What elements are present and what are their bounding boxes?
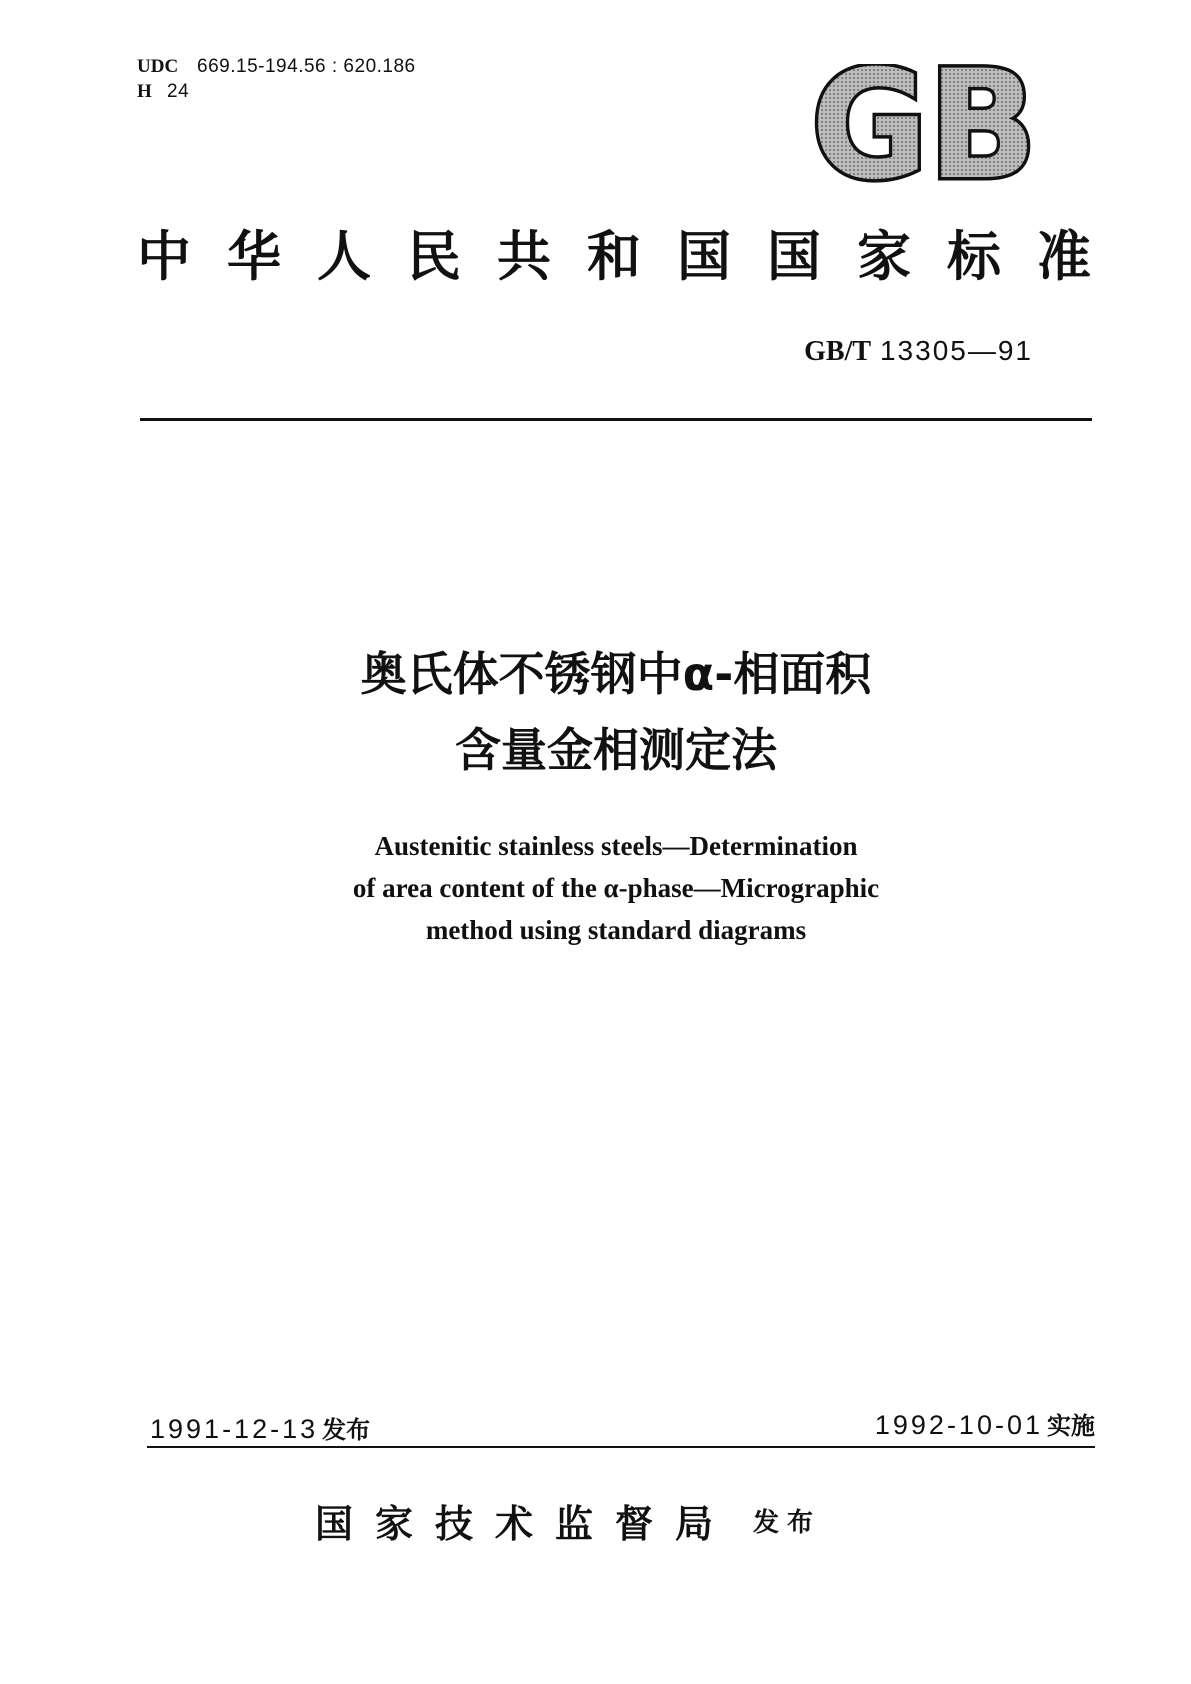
udc-row [137,54,416,79]
issuer [315,1493,821,1548]
issue-date-value: 1991-12-13 [150,1414,319,1444]
h-label: H [137,81,152,102]
issuer-organization: 国家技术监督局 [315,1502,736,1546]
chinese-title [140,636,1092,788]
top-divider [140,418,1092,421]
gb-logo [808,64,1040,186]
english-title [140,825,1092,951]
chinese-title-line-1: 奥氏体不锈钢中α-相面积 [360,647,872,701]
chinese-title-line-2: 含量金相测定法 [455,723,777,777]
issuer-action: 发布 [753,1508,822,1538]
udc-value: 669.15-194.56 : 620.186 [197,56,416,77]
issue-date [150,1410,370,1445]
issue-date-label: 发布 [322,1416,371,1444]
standard-code: 13305—91 [879,335,1033,366]
udc-label: UDC [137,56,179,77]
gb-logo-text: GB [811,64,1037,186]
standard-number [804,334,1033,368]
implementation-date-value: 1992-10-01 [874,1410,1043,1440]
implementation-date-label: 实施 [1047,1412,1095,1440]
implementation-date [875,1406,1095,1441]
national-standard-banner: 中华人民共和国国家标准 [137,225,1127,288]
h-row [137,79,416,104]
classification-codes [137,54,416,104]
english-title-line-1: Austenitic stainless steels—Determination [374,831,858,861]
h-value: 24 [167,81,190,102]
standard-prefix: GB/T [804,336,872,367]
bottom-divider [147,1446,1095,1448]
english-title-line-2: of area content of the α-phase—Micrographic [352,873,880,903]
english-title-line-3: method using standard diagrams [425,915,807,945]
